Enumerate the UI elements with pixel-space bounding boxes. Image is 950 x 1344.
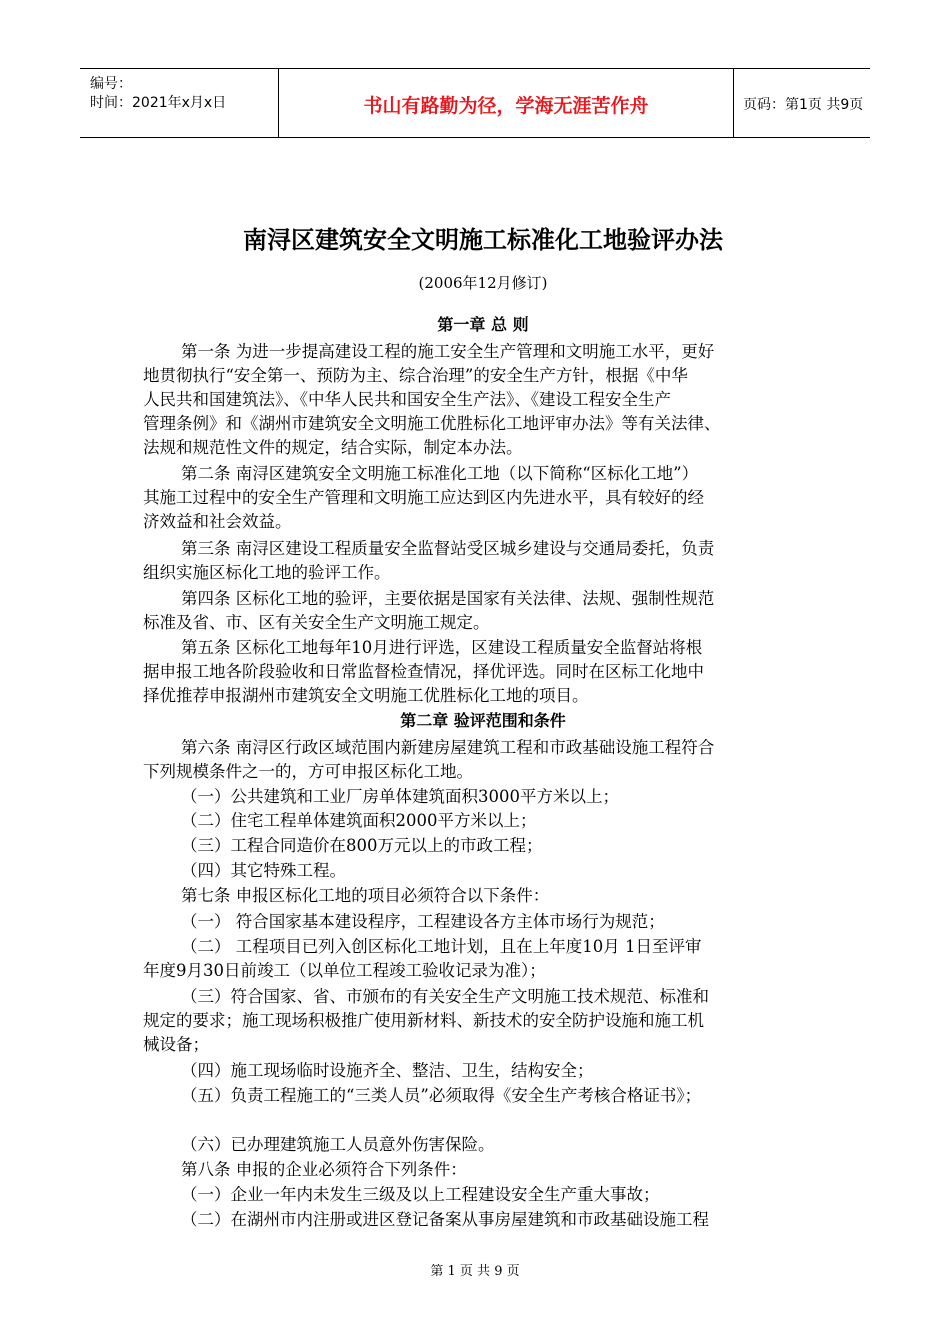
body-line: 第一条 为进一步提高建设工程的施工安全生产管理和文明施工水平，更好 xyxy=(181,342,715,361)
body-line: （四）施工现场临时设施齐全、整洁、卫生，结构安全； xyxy=(181,1061,594,1080)
body-line: （二）住宅工程单体建筑面积2000平方米以上； xyxy=(181,811,537,830)
body-line: （一）企业一年内未发生三级及以上工程建设安全生产重大事故； xyxy=(181,1185,660,1204)
body-line: 人民共和国建筑法》、《中华人民共和国安全生产法》、《建设工程安全生产 xyxy=(143,390,671,409)
body-line: 标准及省、市、区有关安全生产文明施工规定。 xyxy=(143,613,490,632)
header-page-label: 页码：第1页 共9页 xyxy=(743,97,864,113)
body-line: 第七条 申报区标化工地的项目必须符合以下条件： xyxy=(181,886,550,905)
page-footer: 第 1 页 共 9 页 xyxy=(430,1264,520,1279)
header-info-cell xyxy=(80,69,278,137)
document-date-label: 时间：2021年x月x日 xyxy=(90,95,227,111)
chapter-heading: 第一章 总 则 xyxy=(437,315,529,334)
header-motto: 书山有路勤为径，学海无涯苦作舟 xyxy=(363,95,649,117)
body-line: 法规和规范性文件的规定，结合实际，制定本办法。 xyxy=(143,438,523,457)
page-header xyxy=(80,68,870,138)
body-line: （五）负责工程施工的“三类人员”必须取得《安全生产考核合格证书》； xyxy=(181,1086,702,1105)
body-line: （二） 工程项目已列入创区标化工地计划，且在上年度10月 1日至评审 xyxy=(181,937,702,956)
body-line: 择优推荐申报湖州市建筑安全文明施工优胜标化工地的项目。 xyxy=(143,686,589,705)
body-line: 其施工过程中的安全生产管理和文明施工应达到区内先进水平，具有较好的经 xyxy=(143,488,704,507)
document-subtitle: (2006年12月修订) xyxy=(418,274,548,292)
body-line: （六）已办理建筑施工人员意外伤害保险。 xyxy=(181,1135,495,1154)
body-line: 下列规模条件之一的，方可申报区标化工地。 xyxy=(143,762,473,781)
document-title: 南浔区建筑安全文明施工标准化工地验评办法 xyxy=(243,226,723,254)
body-line: 管理条例》和《湖州市建筑安全文明施工优胜标化工地评审办法》等有关法律、 xyxy=(143,414,721,433)
chapter-heading: 第二章 验评范围和条件 xyxy=(400,711,566,730)
body-line: 据申报工地各阶段验收和日常监督检查情况，择优评选。同时在区标工化地中 xyxy=(143,662,704,681)
body-line: （三）符合国家、省、市颁布的有关安全生产文明施工技术规范、标准和 xyxy=(181,987,709,1006)
body-line: 第三条 南浔区建设工程质量安全监督站受区城乡建设与交通局委托，负责 xyxy=(181,539,715,558)
body-line: 第六条 南浔区行政区域范围内新建房屋建筑工程和市政基础设施工程符合 xyxy=(181,738,715,757)
body-line: 第八条 申报的企业必须符合下列条件： xyxy=(181,1160,467,1179)
header-motto-cell xyxy=(278,69,734,137)
body-line: 地贯彻执行“安全第一、预防为主、综合治理”的安全生产方针，根据《中华 xyxy=(143,366,688,385)
body-line: （三）工程合同造价在800万元以上的市政工程； xyxy=(181,836,543,855)
body-line: 年度9月30日前竣工（以单位工程竣工验收记录为准）； xyxy=(143,961,546,980)
body-line: 规定的要求；施工现场积极推广使用新材料、新技术的安全防护设施和施工机 xyxy=(143,1011,704,1030)
body-line: （二）在湖州市内注册或进区登记备案从事房屋建筑和市政基础设施工程 xyxy=(181,1210,709,1229)
body-line: 组织实施区标化工地的验评工作。 xyxy=(143,563,391,582)
body-line: 济效益和社会效益。 xyxy=(143,512,292,531)
body-line: （四）其它特殊工程。 xyxy=(181,861,346,880)
body-line: 第四条 区标化工地的验评，主要依据是国家有关法律、法规、强制性规范 xyxy=(181,589,715,608)
body-line: （一）公共建筑和工业厂房单体建筑面积3000平方米以上； xyxy=(181,787,619,806)
body-line: 械设备； xyxy=(143,1035,209,1054)
document-number-label: 编号： xyxy=(90,76,132,92)
body-line: 第二条 南浔区建筑安全文明施工标准化工地（以下简称“区标化工地”） xyxy=(181,464,699,483)
header-page-cell xyxy=(733,69,870,137)
body-line: （一） 符合国家基本建设程序，工程建设各方主体市场行为规范； xyxy=(181,912,665,931)
body-line: 第五条 区标化工地每年10月进行评选，区建设工程质量安全监督站将根 xyxy=(181,638,703,657)
